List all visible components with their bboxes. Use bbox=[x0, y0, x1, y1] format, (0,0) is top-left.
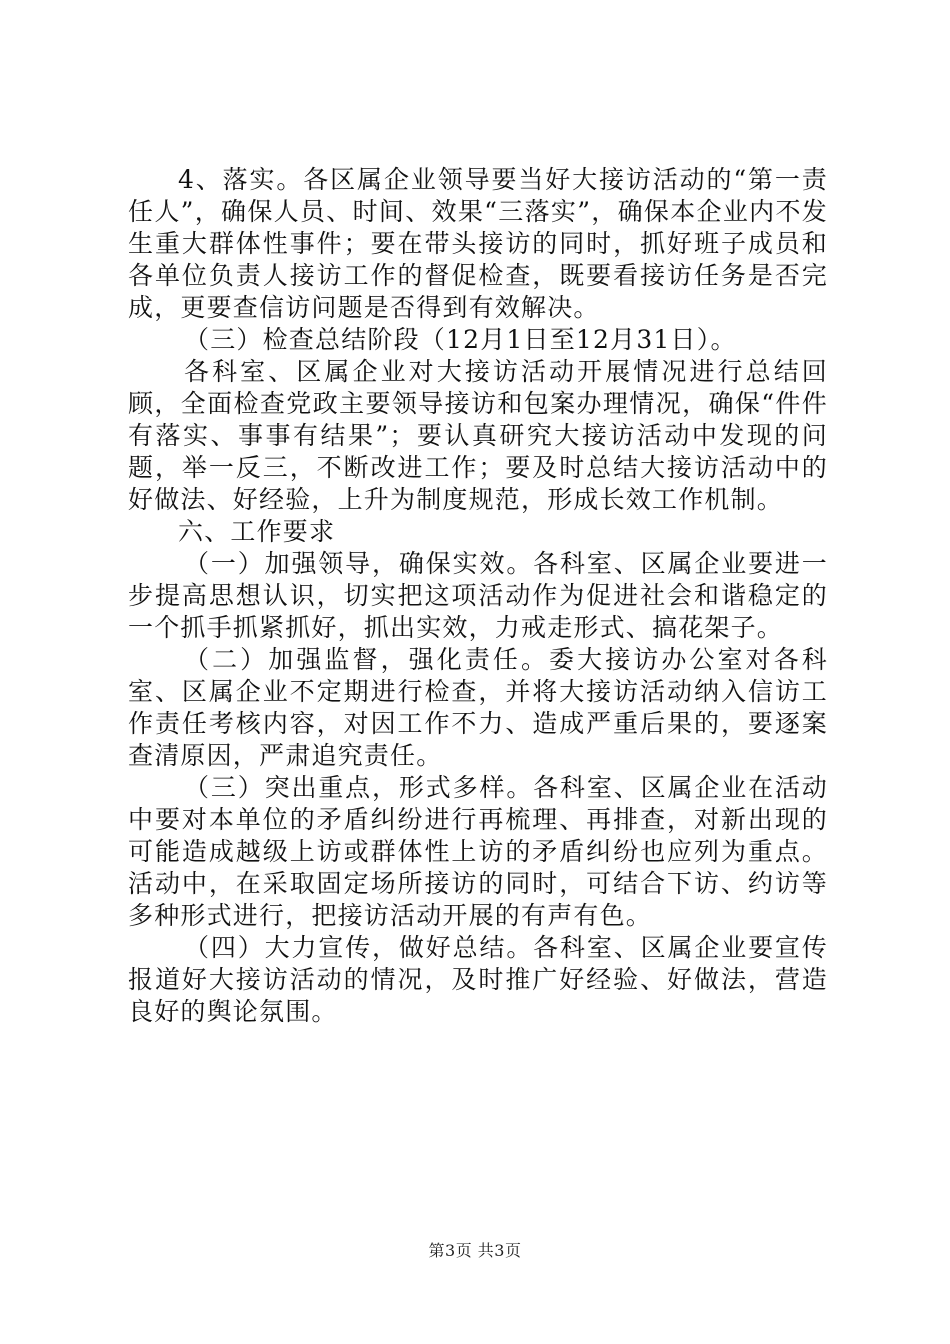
page-number-footer: 第3页 共3页 bbox=[428, 1241, 522, 1260]
paragraph-requirement-supervision: （二）加强监督，强化责任。委大接访办公室对各科室、区属企业不定期进行检查，并将大接访活动纳入信访工作责任考核内容，对因工作不力、造成严重后果的，要逐案查清原因，严肃追究责任。 bbox=[128, 645, 828, 770]
section-heading-requirements: 六、工作要求 bbox=[178, 517, 336, 546]
paragraph-requirement-leadership: （一）加强领导，确保实效。各科室、区属企业要进一步提高思想认识，切实把这项活动作为促进社会和谐稳定的一个抓手抓紧抓好，抓出实效，力戒走形式、搞花架子。 bbox=[128, 549, 828, 642]
section-heading-review-stage: （三）检查总结阶段（12月1日至12月31日）。 bbox=[184, 325, 737, 354]
paragraph-review-summary: 各科室、区属企业对大接访活动开展情况进行总结回顾，全面检查党政主要领导接访和包案办理情况，确保“件件有落实、事事有结果”；要认真研究大接访活动中发现的问题，举一反三，不断改进工作；要及时总结大接访活动中的好做法、好经验，上升为制度规范，形成长效工作机制。 bbox=[128, 357, 828, 514]
paragraph-implementation: 4、落实。各区属企业领导要当好大接访活动的“第一责任人”，确保人员、时间、效果“三落实”，确保本企业内不发生重大群体性事件；要在带头接访的同时，抓好班子成员和各单位负责人接访工作的督促检查，既要看接访任务是否完成，更要查信访问题是否得到有效解决。 bbox=[128, 165, 828, 322]
document-body bbox=[128, 164, 828, 1028]
paragraph-requirement-publicity: （四）大力宣传，做好总结。各科室、区属企业要宣传报道好大接访活动的情况，及时推广好经验、好做法，营造良好的舆论氛围。 bbox=[128, 933, 828, 1026]
paragraph-requirement-focus: （三）突出重点，形式多样。各科室、区属企业在活动中要对本单位的矛盾纠纷进行再梳理、再排查，对新出现的可能造成越级上访或群体性上访的矛盾纠纷也应列为重点。活动中，在采取固定场所接访的同时，可结合下访、约访等多种形式进行，把接访活动开展的有声有色。 bbox=[128, 773, 828, 930]
